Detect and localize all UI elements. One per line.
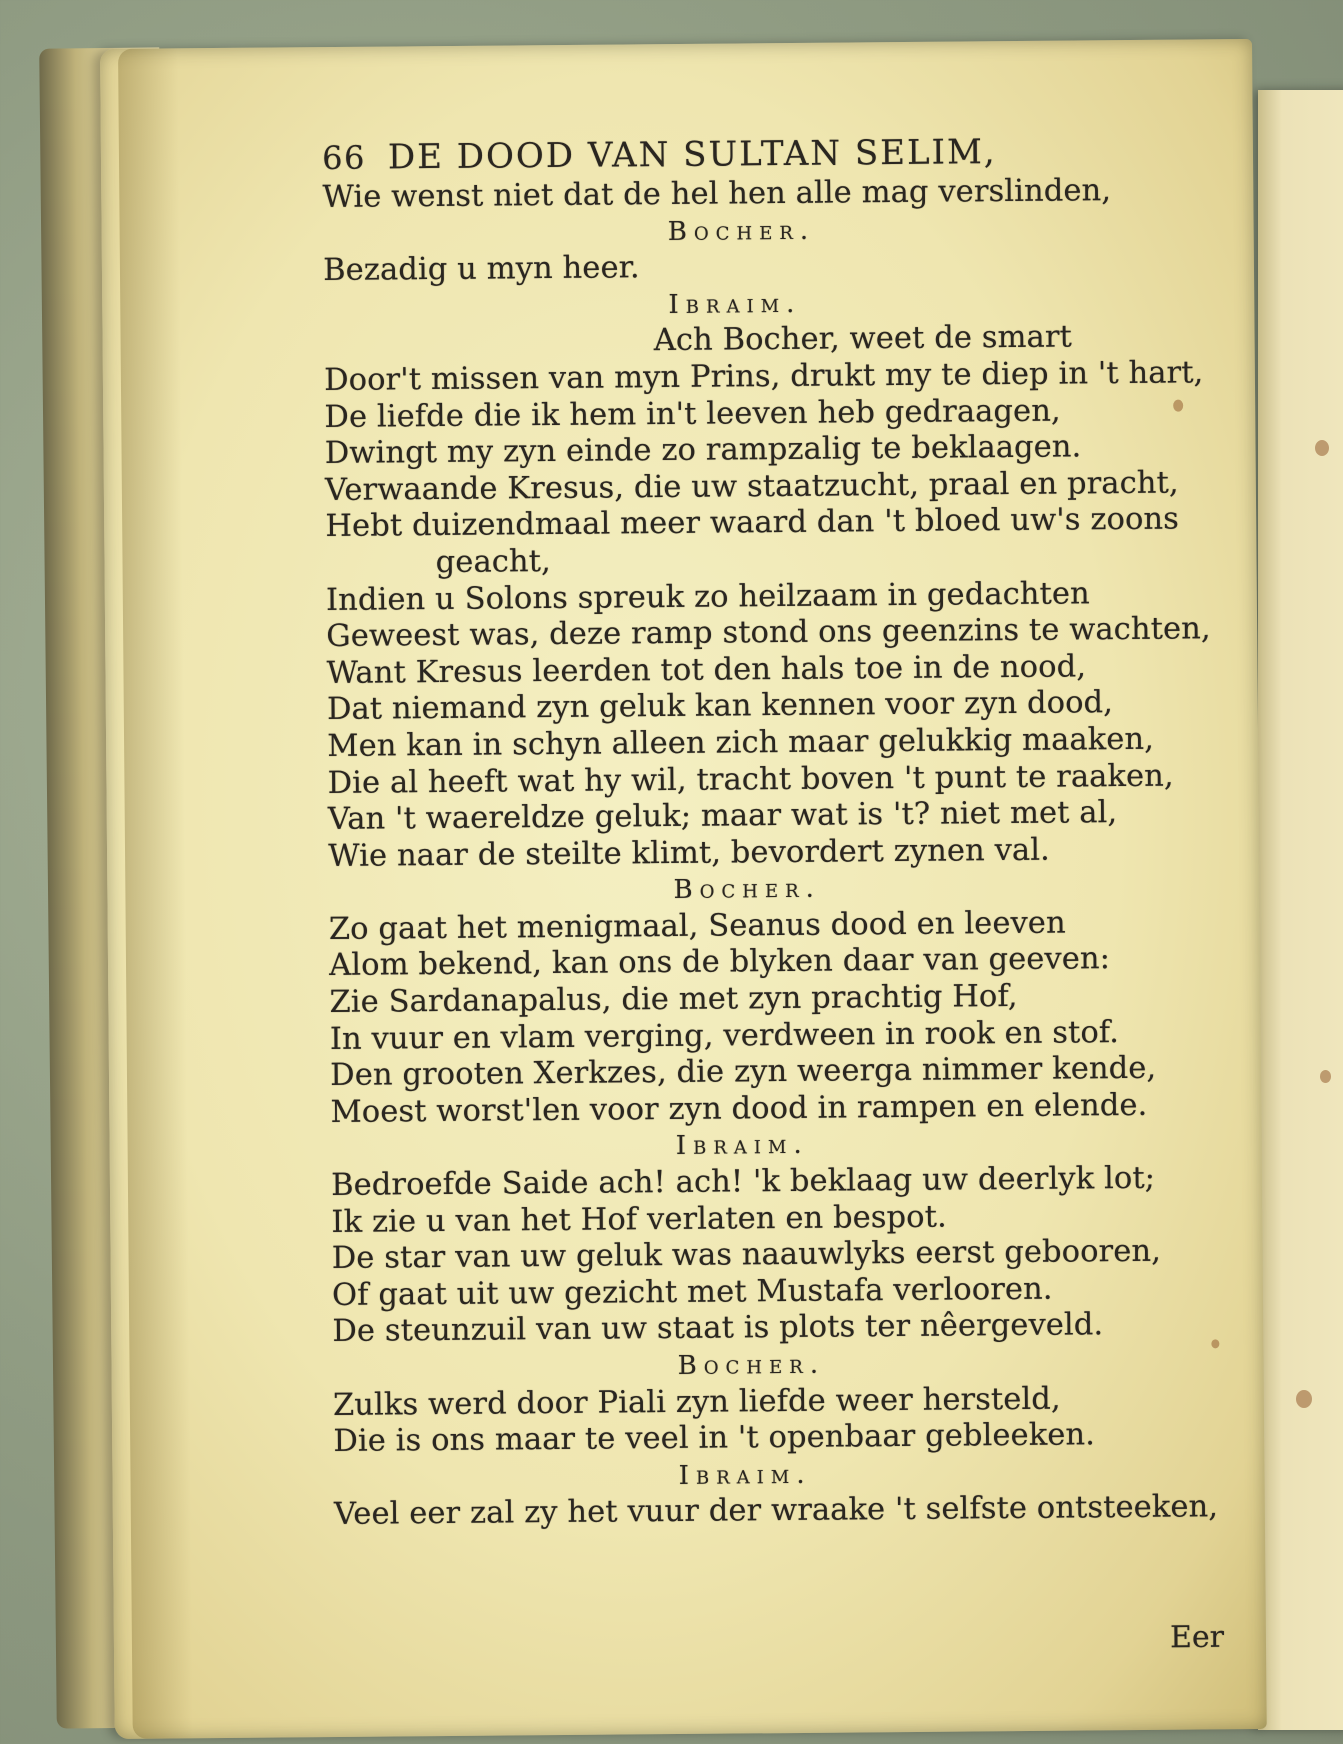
verse-lines [322,172,1234,1534]
verse-line: De steunzuil van uw staat is plots ter nêergeveld. [332,1307,1104,1350]
verse-line: De star van uw geluk was naauwlyks eerst gebooren, [331,1233,1162,1277]
verse-line: Zulks werd door Piali zyn liefde weer hersteld, [332,1381,1061,1423]
verse-line: Door't missen van myn Prins, drukt my te diep in 't hart, [323,355,1204,398]
verse-line: Van 't waereldze geluk; maar wat is 't? niet met al, [327,795,1118,838]
verse-line: Ik zie u van het Hof verlaten en bespot. [331,1199,947,1240]
page-gutter-shadow [118,48,193,1738]
verse-line: Of gaat uit uw gezicht met Mustafa verlooren. [331,1271,1053,1313]
verse-line: Wie naar de steilte klimt, bevordert zynen val. [328,832,1051,874]
verse-line: Die is ons maar te veel in 't openbaar gebleeken. [333,1417,1096,1460]
verse-line: Dat niemand zyn geluk kan kennen voor zyn dood, [326,685,1114,728]
verse-line: Moest worst'len voor zyn dood in rampen en elende. [330,1087,1148,1130]
catchword: Eer [1169,1619,1225,1656]
foxing-spot [1315,440,1329,456]
verse-line: Ach Bocher, weet de smart [653,319,1073,359]
verse-line: Alom bekend, kan ons de blyken daar van geeven: [329,941,1111,984]
facing-page-edge [1258,90,1343,1730]
speaker-name: Ibraim. [678,1459,812,1491]
verse-line: Zo gaat het menigmaal, Seanus dood en leeven [328,905,1066,947]
speaker-name: Bocher. [677,1349,826,1381]
foxing-spot [1296,1390,1312,1408]
verse-line: In vuur en vlam verging, verdween in rook en stof. [329,1014,1120,1057]
verse-line: Men kan in schyn alleen zich maar gelukkig maaken, [327,721,1155,764]
page-number: 66 [322,138,367,177]
verse-line: geacht, [435,543,551,580]
page-text [322,130,1234,1534]
foxing-spot [1320,1070,1331,1083]
verse-line: Zie Sardanapalus, die met zyn prachtig Hof, [329,979,1018,1021]
speaker-name: Ibraim. [675,1130,809,1162]
speaker-name: Ibraim. [668,288,802,320]
verse-line: Bedroefde Saide ach! ach! 'k beklaag uw deerlyk lot; [330,1160,1156,1203]
running-title: DE DOOD VAN SULTAN SELIM, [387,132,997,178]
verse-line: Die al heeft wat hy wil, tracht boven 't punt te raaken, [327,758,1174,801]
verse-line: Den grooten Xerkzes, die zyn weerga nimmer kende, [330,1051,1157,1094]
verse-line: Verwaande Kresus, die uw staatzucht, praal en pracht, [324,465,1179,508]
verse-line: Want Kresus leerden tot den hals toe in de nood, [326,649,1087,691]
speaker-name: Bocher. [667,215,816,247]
verse-line: Wie wenst niet dat de hel hen alle mag verslinden, [322,173,1112,215]
speaker-name: Bocher. [673,873,821,906]
verse-line: Indien u Solons spreuk zo heilzaam in gedachten [325,575,1090,618]
verse-line: Hebt duizendmaal meer waard dan 't bloed uw's zoons [325,501,1180,545]
verse-line: Veel eer zal zy het vuur der wraake 't selfste ontsteeken, [333,1489,1219,1533]
verse-line: Dwingt my zyn einde zo rampzalig te beklaagen. [324,429,1082,472]
running-header [322,130,1222,178]
verse-line: De liefde die ik hem in't leeven heb gedraagen, [324,393,1061,435]
verse-line: Geweest was, deze ramp stond ons geenzins te wachten, [326,611,1211,655]
verse-line: Bezadig u myn heer. [323,250,640,289]
